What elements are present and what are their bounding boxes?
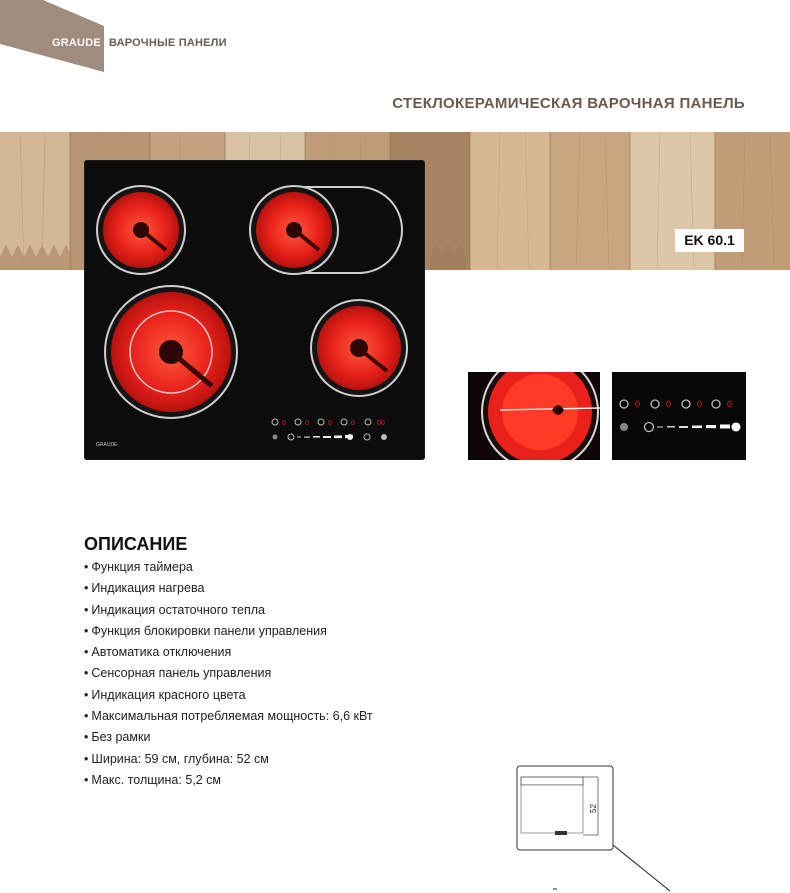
page-title: СТЕКЛОКЕРАМИЧЕСКАЯ ВАРОЧНАЯ ПАНЕЛЬ — [392, 95, 745, 112]
svg-text:0: 0 — [282, 420, 286, 427]
svg-text:0: 0 — [305, 420, 309, 427]
control-panel-thumbnail — [612, 372, 746, 460]
hob-logo: GRAUDE — [96, 442, 118, 448]
svg-text:0: 0 — [727, 399, 733, 409]
feature-item: • Индикация нагрева — [84, 578, 373, 599]
feature-item: • Функция таймера — [84, 557, 373, 578]
hob-image — [84, 160, 425, 460]
burner-back-left — [97, 186, 185, 274]
svg-text:00: 00 — [377, 420, 385, 427]
burner-front-left — [105, 286, 237, 418]
feature-list — [84, 557, 373, 791]
svg-text:0: 0 — [697, 399, 703, 409]
section-label: ВАРОЧНЫЕ ПАНЕЛИ — [109, 37, 227, 49]
feature-item: • Индикация остаточного тепла — [84, 600, 373, 621]
feature-item: • Ширина: 59 см, глубина: 52 см — [84, 749, 373, 770]
svg-text:0: 0 — [666, 399, 672, 409]
feature-item: • Без рамки — [84, 727, 373, 748]
feature-item: • Индикация красного цвета — [84, 685, 373, 706]
feature-item: • Макс. толщина: 5,2 см — [84, 770, 373, 791]
brand-label: GRAUDE — [52, 37, 101, 49]
svg-text:0: 0 — [635, 399, 641, 409]
svg-text:0: 0 — [328, 420, 332, 427]
feature-item: • Максимальная потребляемая мощность: 6,6 кВт — [84, 706, 373, 727]
feature-item: • Функция блокировки панели управления — [84, 621, 373, 642]
dimension-diagram — [495, 755, 695, 893]
burner-front-right — [311, 300, 407, 396]
feature-item: • Сенсорная панель управления — [84, 663, 373, 684]
depth-dimension-label: 52 — [589, 804, 598, 813]
svg-text:0: 0 — [351, 420, 355, 427]
description-heading: ОПИСАНИЕ — [84, 534, 188, 554]
model-badge: EK 60.1 — [675, 229, 744, 252]
burner-closeup-thumbnail — [468, 372, 600, 460]
feature-item: • Автоматика отключения — [84, 642, 373, 663]
